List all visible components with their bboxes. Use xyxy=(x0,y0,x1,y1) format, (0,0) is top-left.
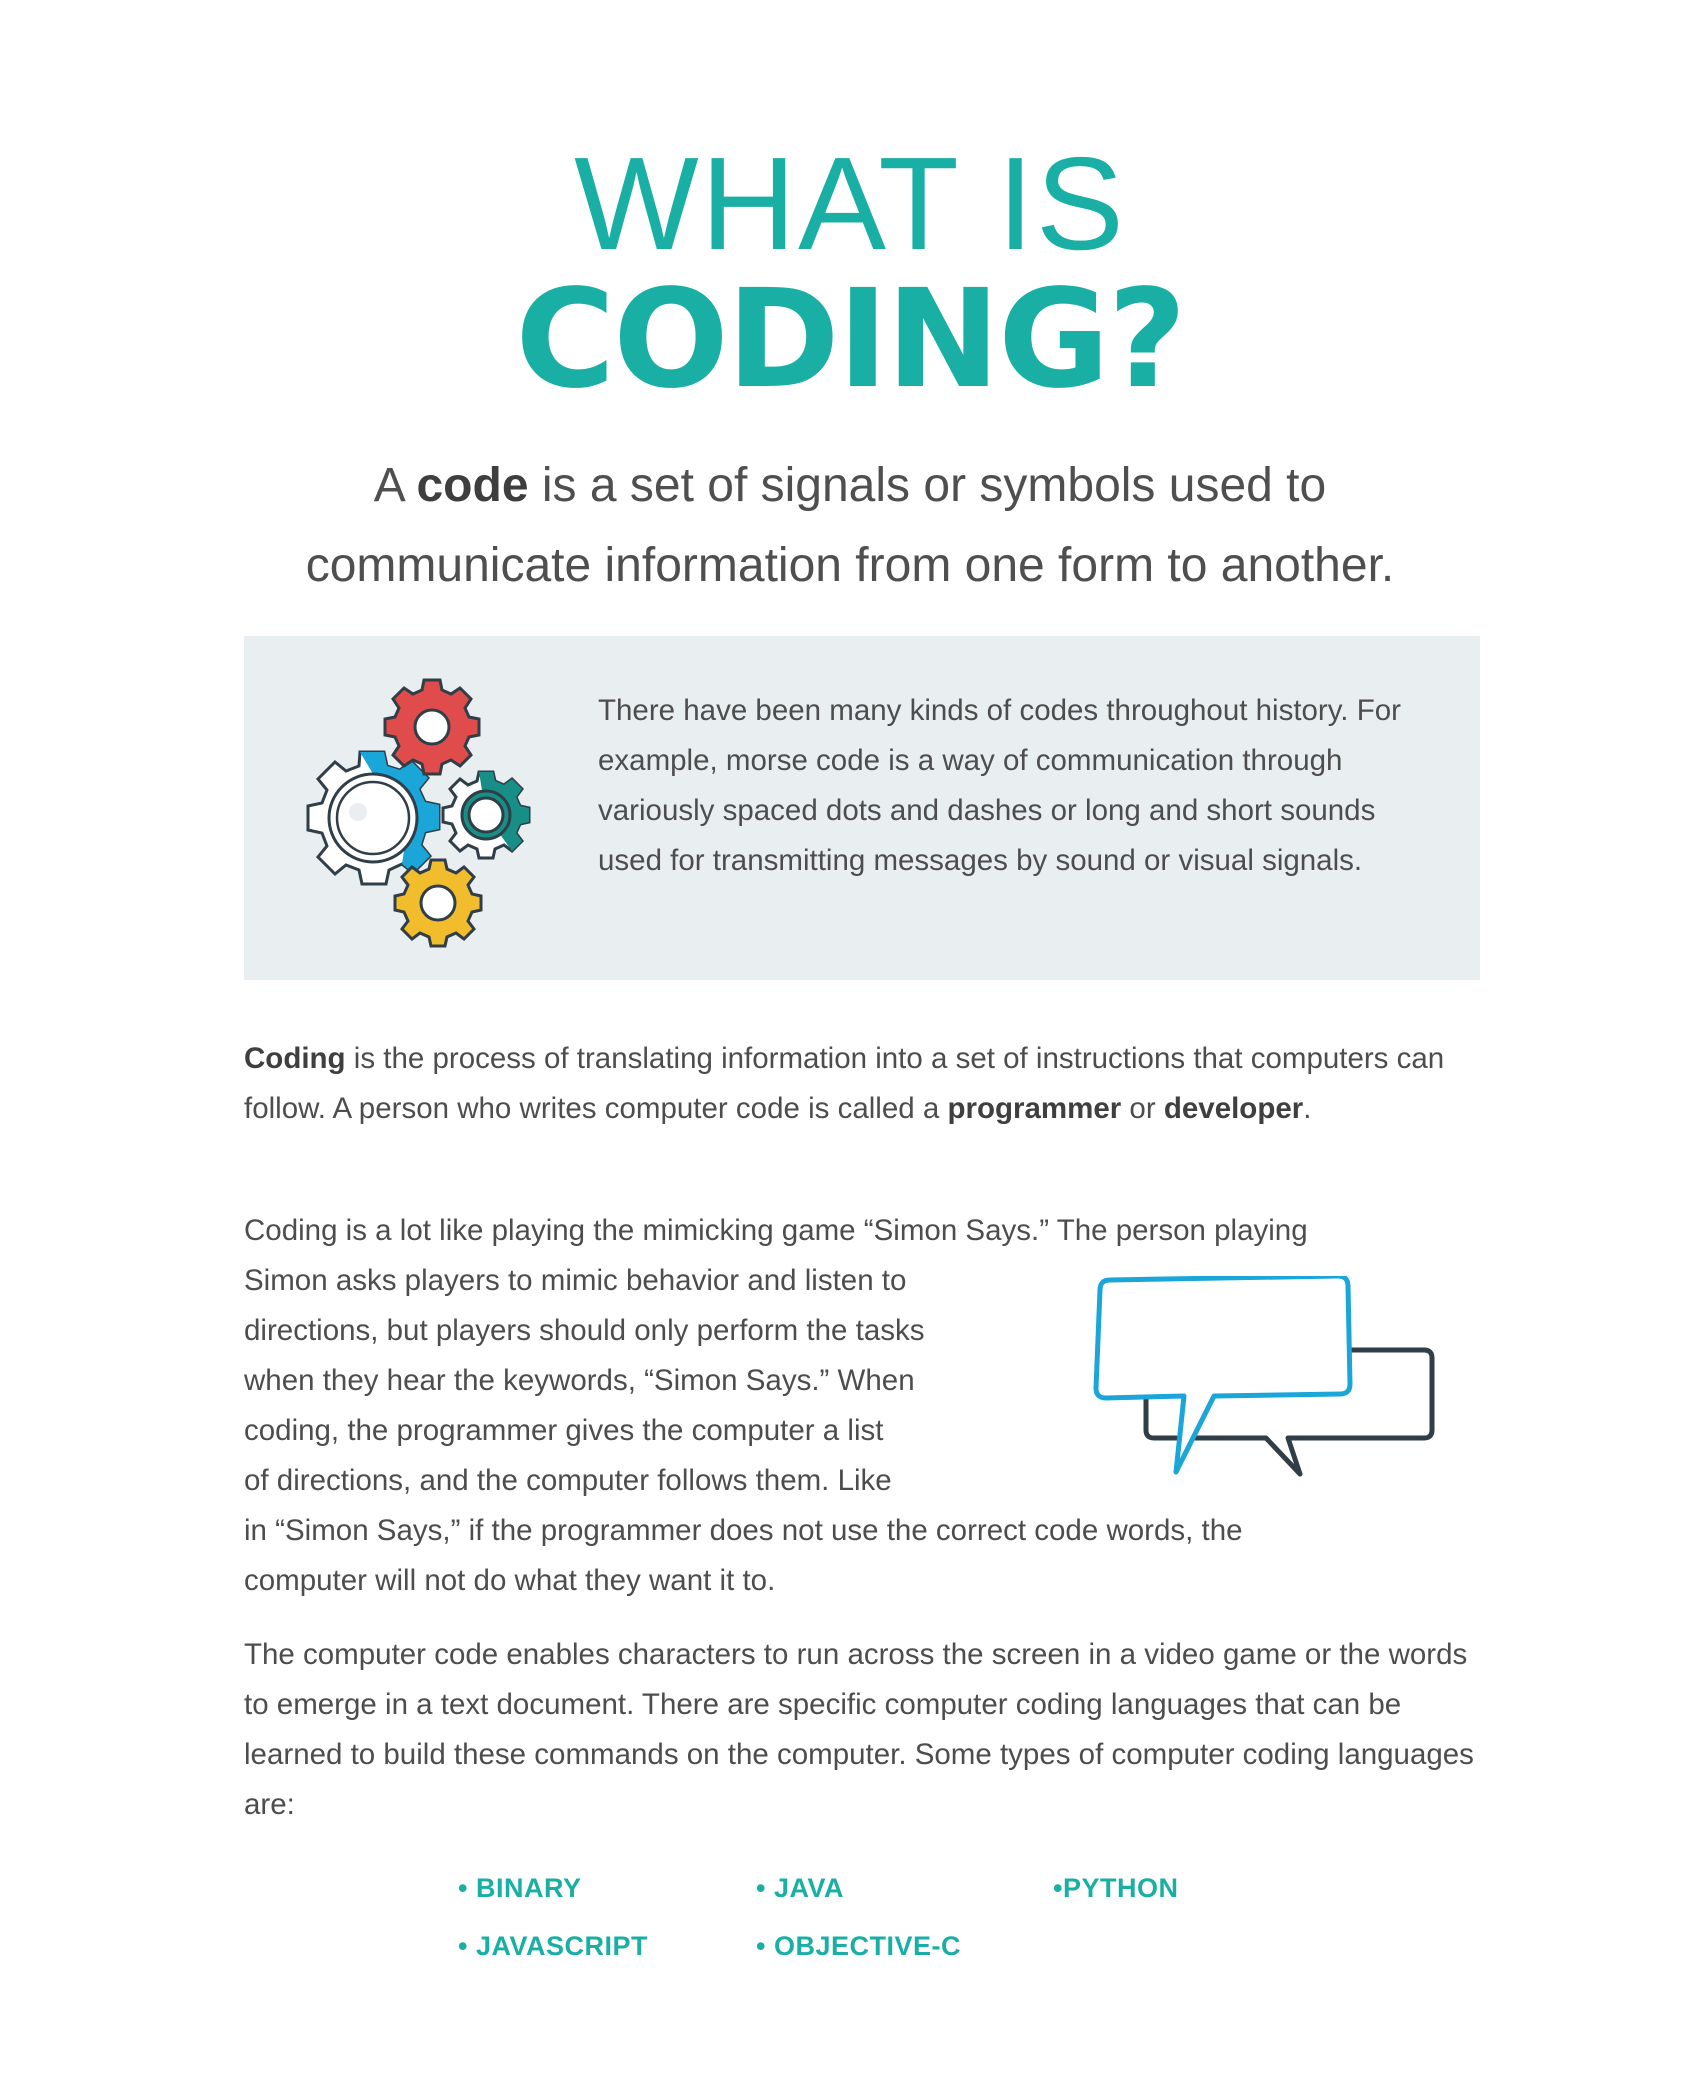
language-objective-c: • OBJECTIVE-C xyxy=(756,1931,961,1961)
term-developer: developer xyxy=(1163,1092,1304,1125)
simon-says-line: of directions, and the computer follows them. Like xyxy=(244,1464,892,1497)
language-javascript: • JAVASCRIPT xyxy=(458,1931,648,1961)
gears-icon xyxy=(288,676,558,956)
coding-definition-or: or xyxy=(1121,1092,1164,1125)
intro-term-code: code xyxy=(416,459,529,512)
intro-line2: communicate information from one form to another. xyxy=(305,539,1395,592)
simon-says-line: computer will not do what they want it to. xyxy=(244,1564,776,1597)
page-title-line2: CODING? xyxy=(515,261,1185,419)
intro-line1-rest: is a set of signals or symbols used to xyxy=(528,459,1327,512)
intro-prefix: A xyxy=(373,459,417,512)
languages-intro-paragraph: The computer code enables characters to run across the screen in a video game or the words to emerge in a text document. There are specific computer coding languages that can be learned to build these commands on the computer. Some types of computer coding languages are: xyxy=(244,1638,1474,1821)
coding-definition-text: is the process of translating information into a set of instructions that computers can follow. A person who writes computer code is called a xyxy=(244,1042,1445,1125)
callout-text: There have been many kinds of codes throughout history. For example, morse code is a way of communication through variously spaced dots and dashes or long and short sounds used for transmitting messages by sound or visual signals. xyxy=(598,694,1401,877)
term-coding: Coding xyxy=(244,1042,346,1075)
language-java: • JAVA xyxy=(756,1873,844,1903)
page-title-line1: WHAT IS xyxy=(574,130,1126,277)
term-programmer: programmer xyxy=(947,1092,1122,1125)
simon-says-line: Coding is a lot like playing the mimicking game “Simon Says.” The person playing xyxy=(244,1214,1308,1247)
language-python: •PYTHON xyxy=(1053,1873,1179,1903)
coding-definition-paragraph xyxy=(244,1034,1494,1134)
simon-says-line: coding, the programmer gives the computer a list xyxy=(244,1414,884,1447)
simon-says-line: Simon asks players to mimic behavior and listen to xyxy=(244,1264,907,1297)
language-binary: • BINARY xyxy=(458,1873,582,1903)
simon-says-line: when they hear the keywords, “Simon Says.” When xyxy=(244,1364,915,1397)
coding-definition-end: . xyxy=(1303,1092,1312,1125)
simon-says-line: directions, but players should only perform the tasks xyxy=(244,1314,925,1347)
simon-says-line: in “Simon Says,” if the programmer does not use the correct code words, the xyxy=(244,1514,1243,1547)
intro-definition xyxy=(150,446,1550,606)
history-callout-box xyxy=(244,636,1480,980)
speech-bubbles-icon xyxy=(1090,1276,1440,1486)
